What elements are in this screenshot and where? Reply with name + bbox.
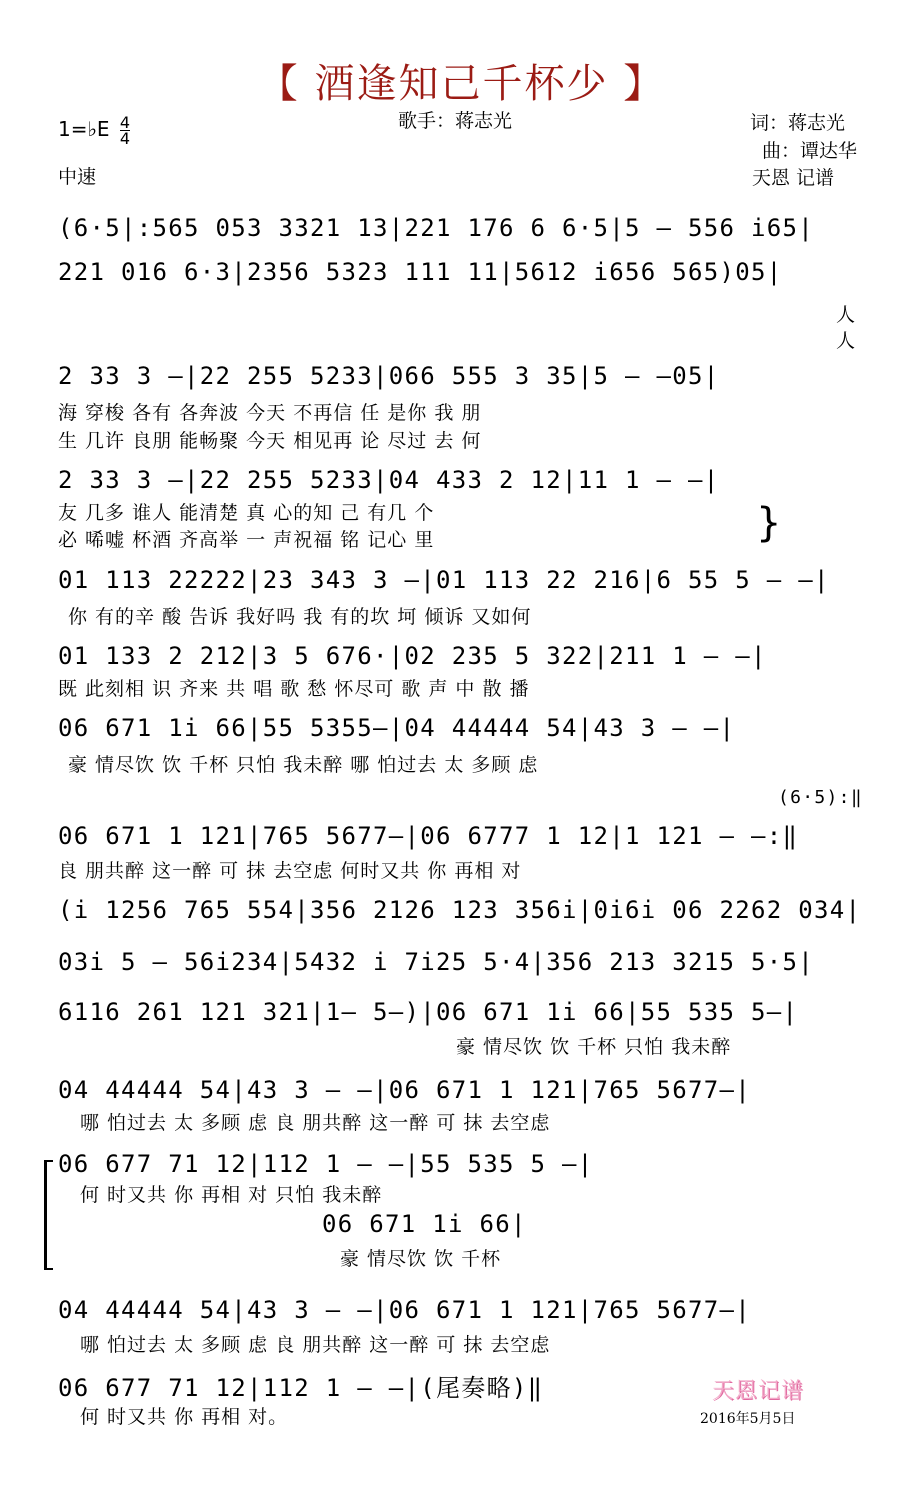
lyric-line-4b: 必 唏嘘 杯酒 齐高举 一 声祝福 铭 记心 里	[58, 529, 435, 551]
score-line-2: 221 016 6·3|2356 5323 111 11|5612 i656 565)05|	[58, 258, 783, 286]
score-line-16: 06 677 71 12|112 1 – –|(尾奏略)‖	[58, 1374, 544, 1402]
score-line-11: 6116 261 121 321|1– 5–)|06 671 1i 66|55 535 5–|	[58, 998, 799, 1026]
score-line-7: 06 671 1i 66|55 5355–|04 44444 54|43 3 – –|	[58, 714, 736, 742]
lyric-line-5: 你 有的辛 酸 告诉 我好吗 我 有的坎 坷 倾诉 又如何	[68, 606, 532, 628]
score-line-5: 01 113 22222|23 343 3 –|01 113 22 216|6 55 5 – –|	[58, 566, 830, 594]
score-line-10: 03i 5 – 56i234|5432 i 7i25 5·4|356 213 3215 5·5|	[58, 948, 814, 976]
lyric-line-2a: 人	[836, 304, 857, 326]
lyric-line-4a: 友 几多 谁人 能清楚 真 心的知 己 有几 个	[58, 502, 435, 524]
score-line-13: 06 677 71 12|112 1 – –|55 535 5 –|	[58, 1150, 594, 1178]
composer: 曲：谭达华	[762, 140, 858, 162]
score-line-12: 04 44444 54|43 3 – –|06 671 1 121|765 5677–|	[58, 1076, 751, 1104]
ending-bracket	[44, 1160, 53, 1270]
watermark: 天恩记谱	[712, 1379, 805, 1404]
lyric-line-13: 何 时又共 你 再相 对 只怕 我未醉	[80, 1184, 383, 1206]
transcriber: 天恩 记谱	[752, 167, 835, 189]
score-line-15: 04 44444 54|43 3 – –|06 671 1 121|765 5677–|	[58, 1296, 751, 1324]
lyric-line-7: 豪 情尽饮 饮 千杯 只怕 我未醉 哪 怕过去 太 多顾 虑	[68, 754, 539, 776]
lyric-line-3a: 海 穿梭 各有 各奔波 今天 不再信 任 是你 我 朋	[58, 402, 482, 424]
key-label: 1=♭E	[58, 117, 110, 141]
singer: 歌手：蒋志光	[398, 110, 513, 132]
date: 2016年5月5日	[700, 1411, 796, 1427]
lyric-line-12: 哪 怕过去 太 多顾 虑 良 朋共醉 这一醉 可 抹 去空虑	[80, 1112, 551, 1134]
time-sig-top: 4	[119, 113, 131, 132]
lyric-line-8: 良 朋共醉 这一醉 可 抹 去空虑 何时又共 你 再相 对	[58, 860, 522, 882]
lyric-line-6: 既 此刻相 识 齐来 共 唱 歌 愁 怀尽可 歌 声 中 散 播	[58, 678, 530, 700]
time-signature	[120, 115, 130, 146]
lyric-line-11: 豪 情尽饮 饮 千杯 只怕 我未醉	[456, 1036, 732, 1058]
lyric-line-16: 何 时又共 你 再相 对。	[80, 1406, 289, 1428]
score-line-3: 2 33 3 –|22 255 5233|066 555 3 35|5 – –05|	[58, 362, 720, 390]
score-line-9: (i 1256 765 554|356 2126 123 356i|0i6i 06 2262 034|	[58, 896, 862, 924]
tempo: 中速	[58, 166, 97, 188]
score-line-14: 06 671 1i 66|	[322, 1210, 527, 1238]
lyric-line-15: 哪 怕过去 太 多顾 虑 良 朋共醉 这一醉 可 抹 去空虑	[80, 1334, 551, 1356]
song-title: 【 酒逢知己千杯少 】	[257, 61, 666, 107]
key-signature	[58, 115, 130, 146]
repeat-hint: (6·5):‖	[778, 787, 863, 808]
time-sig-bottom: 4	[119, 129, 131, 148]
verse-brace: }	[756, 500, 782, 546]
lyric-line-3b: 生 几许 良朋 能畅聚 今天 相见再 论 尽过 去 何	[58, 430, 482, 452]
score-line-4: 2 33 3 –|22 255 5233|04 433 2 12|11 1 – –|	[58, 466, 720, 494]
score-line-8: 06 671 1 121|765 5677–|06 6777 1 12|1 121 – –:‖	[58, 822, 799, 850]
score-line-1: (6·5|:565 053 3321 13|221 176 6 6·5|5 – 556 i65|	[58, 214, 814, 242]
lyric-line-14: 豪 情尽饮 饮 千杯	[340, 1248, 502, 1270]
lyric-line-2b: 人	[836, 330, 857, 352]
score-line-6: 01 133 2 212|3 5 676·|02 235 5 322|211 1 – –|	[58, 642, 767, 670]
lyricist: 词：蒋志光	[750, 112, 846, 134]
